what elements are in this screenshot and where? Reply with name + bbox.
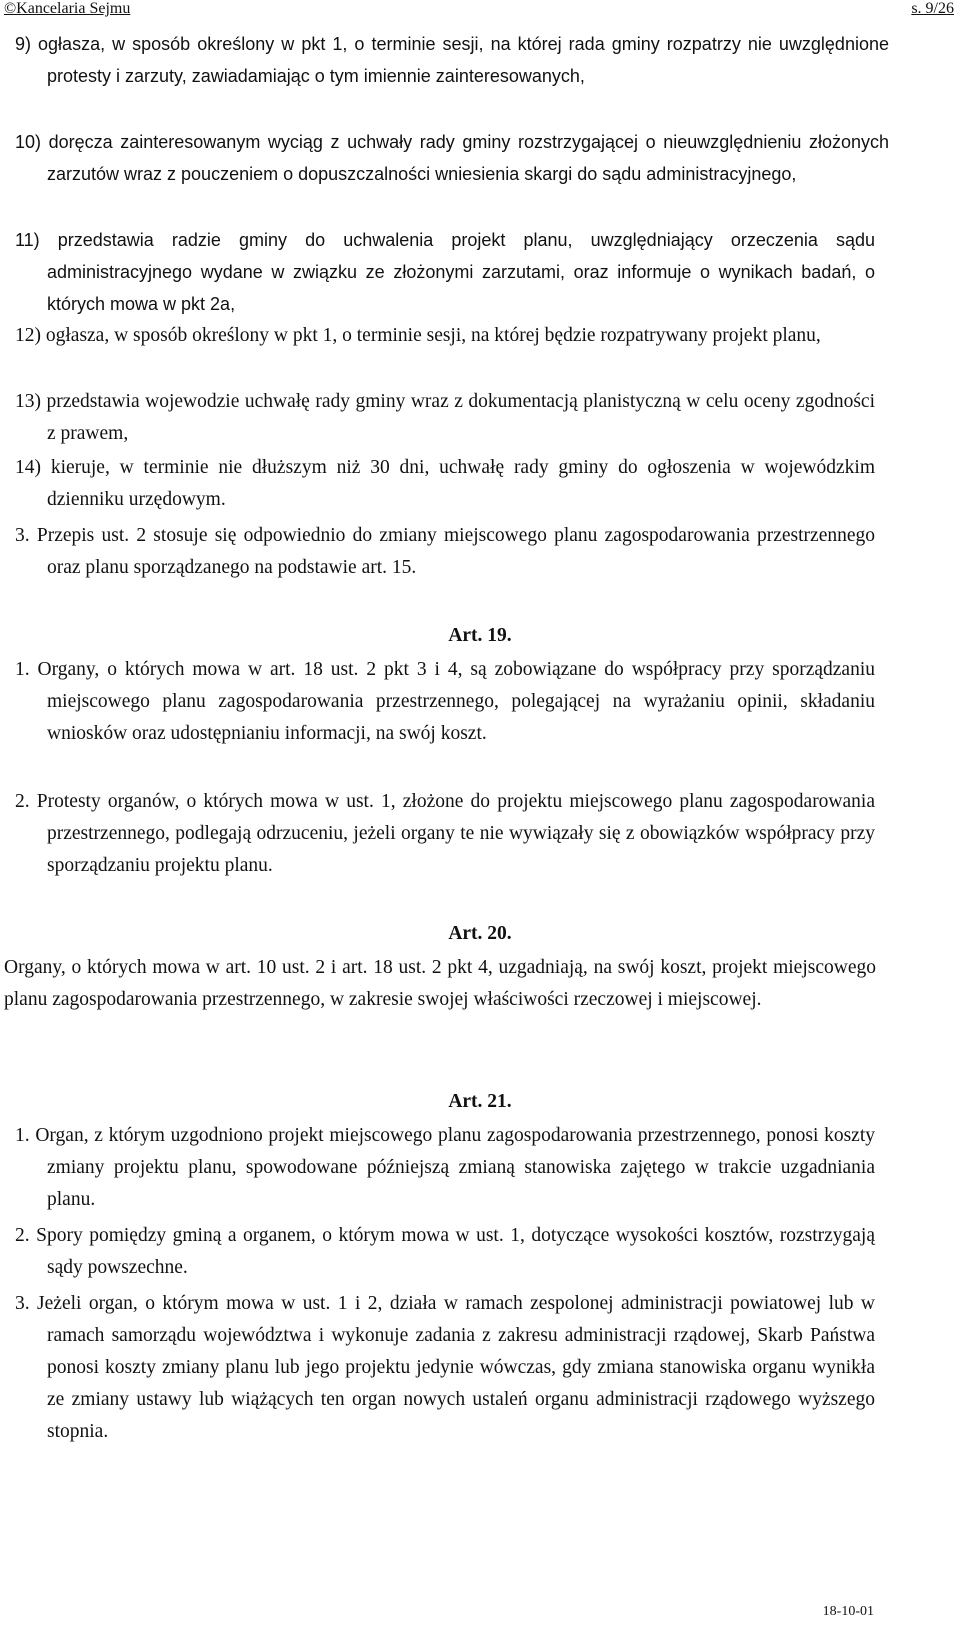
list-item-14: 14) kieruje, w terminie nie dłuższym niż 30 dni, uchwałę rady gminy do ogłoszenia w wojewódzkim dzienniku urzędowym. [15, 457, 875, 510]
article-21-heading: Art. 21. [448, 1091, 512, 1112]
list-item-12: 12) ogłasza, w sposób określony w pkt 1, o terminie sesji, na której będzie rozpatrywany projekt planu, [15, 325, 821, 346]
article-19-paragraph-1: 1. Organy, o których mowa w art. 18 ust. 2 pkt 3 i 4, są zobowiązane do współpracy przy sporządzaniu miejscowego planu zagospodarowania przestrzennego, polegającej na wyrażaniu opinii, składaniu wniosków oraz udostępnianiu informacji, na swój koszt. [15, 659, 875, 744]
list-item-10: 10) doręcza zainteresowanym wyciąg z uchwały rady gminy rozstrzygającej o nieuwzględnieniu złożonych zarzutów wraz z pouczeniem o dopuszczalności wniesienia skargi do sądu administracyjnego, [15, 132, 889, 184]
list-item-11: 11) przedstawia radzie gminy do uchwalenia projekt planu, uwzględniający orzeczenia sądu administracyjnego wydane w związku ze złożonymi zarzutami, oraz informuje o wynikach badań, o których mowa w pkt 2a, [15, 230, 875, 314]
article-19-paragraph-2: 2. Protesty organów, o których mowa w ust. 1, złożone do projektu miejscowego planu zagospodarowania przestrzennego, podlegają odrzuceniu, jeżeli organy te nie wywiązały się z obowiązków współpracy przy sporządzaniu projektu planu. [15, 791, 875, 876]
article-21-paragraph-2: 2. Spory pomiędzy gminą a organem, o którym mowa w ust. 1, dotyczące wysokości kosztów, rozstrzygają sądy powszechne. [15, 1225, 875, 1278]
list-item-9: 9) ogłasza, w sposób określony w pkt 1, o terminie sesji, na której rada gminy rozpatrzy nie uwzględnione protesty i zarzuty, zawiadamiając o tym imiennie zainteresowanych, [15, 34, 889, 86]
page-header [0, 0, 960, 17]
article-21-paragraph-1: 1. Organ, z którym uzgodniono projekt miejscowego planu zagospodarowania przestrzennego, ponosi koszty zmiany projektu planu, spowodowane późniejszą zmianą stanowiska zajętego w trakcie uzgadniania planu. [15, 1125, 875, 1210]
article-20-paragraph: Organy, o których mowa w art. 10 ust. 2 i art. 18 ust. 2 pkt 4, uzgadniają, na swój koszt, projekt miejscowego planu zagospodarowania przestrzennego, w zakresie swojej właściwości rzeczowej i miejscowej. [4, 957, 876, 1010]
page-number: s. 9/26 [911, 0, 954, 17]
source-label: ©Kancelaria Sejmu [4, 0, 131, 17]
paragraph-3: 3. Przepis ust. 2 stosuje się odpowiednio do zmiany miejscowego planu zagospodarowania przestrzennego oraz planu sporządzanego na podstawie art. 15. [15, 525, 875, 578]
article-20-heading: Art. 20. [448, 923, 512, 944]
article-19-heading: Art. 19. [448, 625, 512, 646]
footer-date: 18-10-01 [822, 1604, 874, 1619]
list-item-13: 13) przedstawia wojewodzie uchwałę rady gminy wraz z dokumentacją planistyczną w celu oceny zgodności z prawem, [15, 391, 875, 444]
article-21-paragraph-3: 3. Jeżeli organ, o którym mowa w ust. 1 i 2, działa w ramach zespolonej administracji powiatowej lub w ramach samorządu województwa i wykonuje zadania z zakresu administracji rządowej, Skarb Państwa ponosi koszty zmiany planu lub jego projektu jedynie wówczas, gdy zmiana stanowiska organu wynikła ze zmiany ustawy lub wiążących ten organ nowych ustaleń organu administracji rządowego wyższego stopnia. [15, 1293, 875, 1442]
